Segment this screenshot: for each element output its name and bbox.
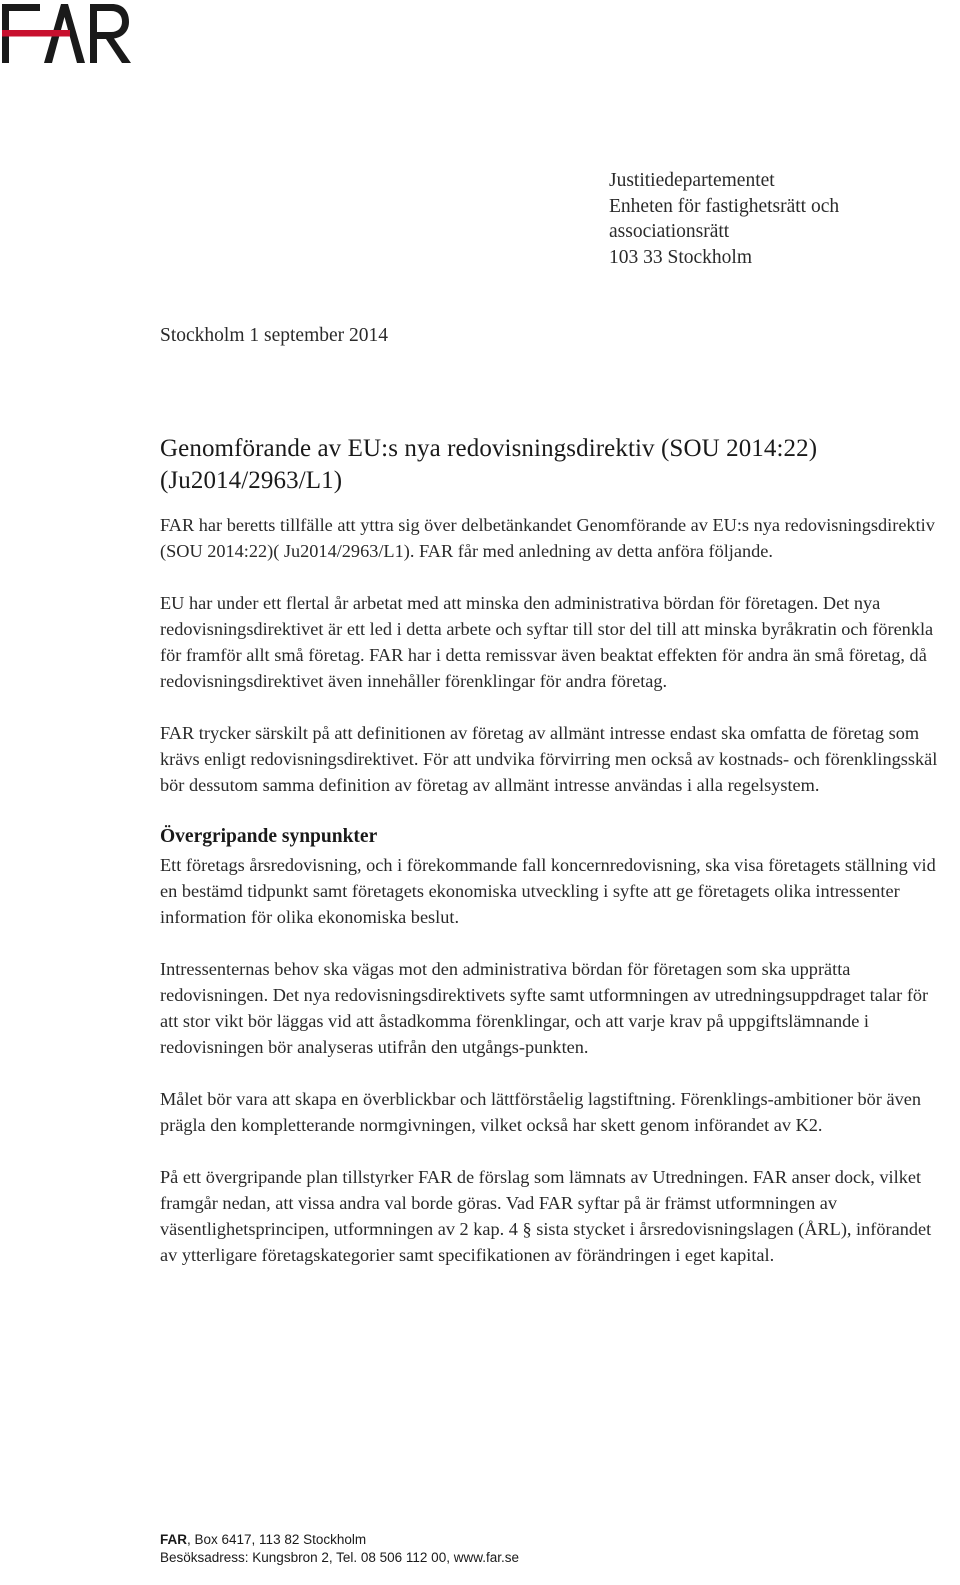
body-paragraph: EU har under ett flertal år arbetat med att minska den administrativa bördan för företagen. Det nya redovisningsdirektivet är ett led i detta arbete och syftar till stor del till att minska byråkratin och förenkla för framför allt små företag. FAR har i detta remissvar även beaktat effekten för andra än små företag, då redovisningsdirektivet även innehåller förenklingar för andra företag.	[160, 593, 934, 691]
recipient-address	[609, 168, 939, 271]
document-title-line-2: (Ju2014/2963/L1)	[160, 466, 343, 494]
address-line: associationsrätt	[609, 221, 730, 243]
section-paragraph: På ett övergripande plan tillstyrker FAR de förslag som lämnats av Utredningen. FAR anser dock, vilket framgår nedan, att vissa andra val borde göras. Vad FAR syftar på är främst utformningen av väsentlighetsprincipen, utformningen av 2 kap. 4 § sista stycket i årsredovisningslagen (ÅRL), införandet av ytterligare företagskategorier samt specifikationen av förändringen i eget kapital.	[160, 1167, 932, 1265]
letter-body	[160, 433, 950, 1294]
far-logo-mark	[0, 0, 135, 70]
footer-visiting-address: Besöksadress: Kungsbron 2, Tel. 08 506 112 00, www.far.se	[160, 1550, 519, 1565]
section-paragraph: Ett företags årsredovisning, och i förekommande fall koncernredovisning, ska visa företagets ställning vid en bestämd tidpunkt samt företagets ekonomiska utveckling i syfte att ge företagets olika intressenter information för olika ekonomiska beslut.	[160, 855, 936, 927]
section-heading: Övergripande synpunkter	[160, 826, 378, 847]
footer-postal-address	[160, 1531, 519, 1549]
footer-org-name: FAR	[160, 1532, 187, 1547]
intro-paragraph: FAR har beretts tillfälle att yttra sig över delbetänkandet Genomförande av EU:s nya redovisningsdirektiv (SOU 2014:22)( Ju2014/2963/L1). FAR får med anledning av detta anföra följande.	[160, 515, 935, 561]
address-line: Justitiedepartementet	[609, 170, 775, 191]
document-title-line-1: Genomförande av EU:s nya redovisningsdirektiv (SOU 2014:22)	[160, 435, 818, 462]
far-logo	[0, 0, 135, 70]
address-line: 103 33 Stockholm	[609, 247, 753, 269]
address-line: Enheten för fastighetsrätt och	[609, 195, 840, 217]
section-paragraph: Intressenternas behov ska vägas mot den administrativa bördan för företagen som ska upprätta redovisningen. Det nya redovisningsdirektivets syfte samt utformningen av utredningsuppdraget talar för att stor vikt bör läggas vid att åstadkomma förenklingar, och att varje krav på uppgiftslämnande i redovisningen bör analyseras utifrån den utgångs-punkten.	[160, 959, 929, 1057]
document-title	[160, 433, 950, 496]
body-paragraph: FAR trycker särskilt på att definitionen av företag av allmänt intresse endast ska omfatta de företag som krävs enligt redovisningsdirektivet. För att undvika förvirring men också av kostnads- och förenklingsskäl bör dessutom samma definition av företag av allmänt intresse användas i alla regelsystem.	[160, 723, 938, 795]
section-paragraph: Målet bör vara att skapa en överblickbar och lättförståelig lagstiftning. Förenklings-ambitioner bör även prägla den kompletterande normgivningen, vilket också har skett genom införandet av K2.	[160, 1089, 921, 1135]
letter-footer	[160, 1531, 519, 1567]
footer-postal-line: , Box 6417, 113 82 Stockholm	[187, 1532, 367, 1547]
letter-date: Stockholm 1 september 2014	[160, 325, 389, 346]
